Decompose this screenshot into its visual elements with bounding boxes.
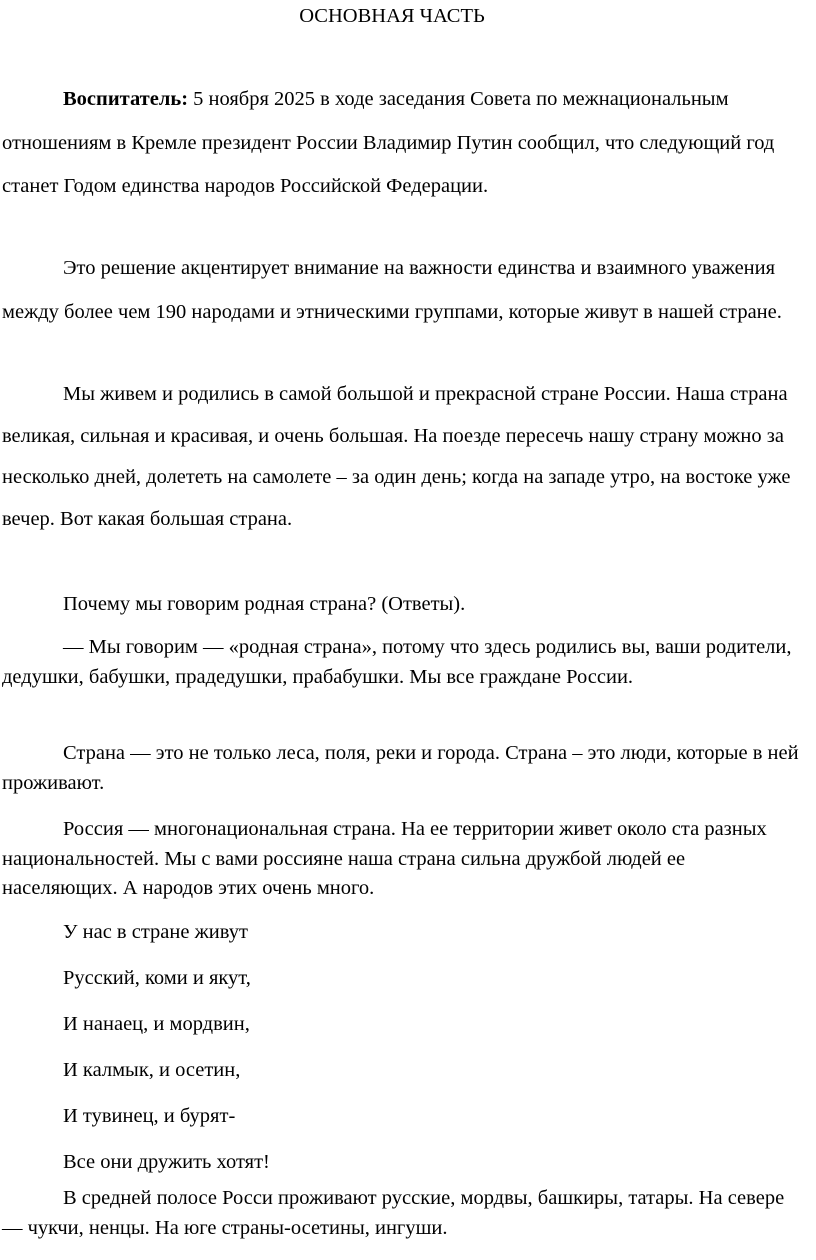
poem-line: И тувинец, и бурят- — [63, 1105, 236, 1127]
paragraph-announcement-text: 5 ноября 2025 в ходе заседания Совета по межнациональным отношениям в Кремле президент России Владимир Путин сообщил, что следующий год станет Годом единства народов Российской Федерации. — [2, 88, 775, 197]
poem-line: Русский, коми и якут, — [63, 967, 251, 989]
paragraph-question: Почему мы говорим родная страна? (Ответы). — [63, 593, 466, 615]
paragraph-multinational: Россия — многонациональная страна. На ее территории живет около ста разных национальностей. Мы с вами россияне наша страна сильна дружбой людей ее населяющих. А народов этих очень много. — [2, 818, 767, 899]
paragraph-country: Мы живем и родились в самой большой и прекрасной стране России. Наша страна великая, сильная и красивая, и очень большая. На поезде пересечь нашу страну можно за несколько дней, долететь на самолете – за один день; когда на западе утро, на востоке уже вечер. Вот какая большая страна. — [2, 383, 791, 530]
poem-line: У нас в стране живут — [63, 921, 248, 943]
paragraph-people: Страна — это не только леса, поля, реки и города. Страна – это люди, которые в ней проживают. — [2, 742, 799, 794]
paragraph-announcement — [2, 78, 802, 209]
paragraph-regions: В средней полосе Росси проживают русские, мордвы, башкиры, татары. На севере — чукчи, ненцы. На юге страны-осетины, ингуши. — [2, 1187, 785, 1239]
section-title: ОСНОВНАЯ ЧАСТЬ — [299, 5, 485, 27]
paragraph-decision: Это решение акцентирует внимание на важности единства и взаимного уважения между более чем 190 народами и этническими группами, которые живут в нашей стране. — [2, 257, 782, 323]
paragraph-answer: — Мы говорим — «родная страна», потому что здесь родились вы, ваши родители, дедушки, бабушки, прадедушки, прабабушки. Мы все граждане России. — [2, 636, 792, 688]
poem-line: Все они дружить хотят! — [63, 1151, 270, 1173]
poem-line: И нанаец, и мордвин, — [63, 1013, 250, 1035]
poem-line: И калмык, и осетин, — [63, 1059, 241, 1081]
speaker-label: Воспитатель: — [63, 88, 189, 110]
